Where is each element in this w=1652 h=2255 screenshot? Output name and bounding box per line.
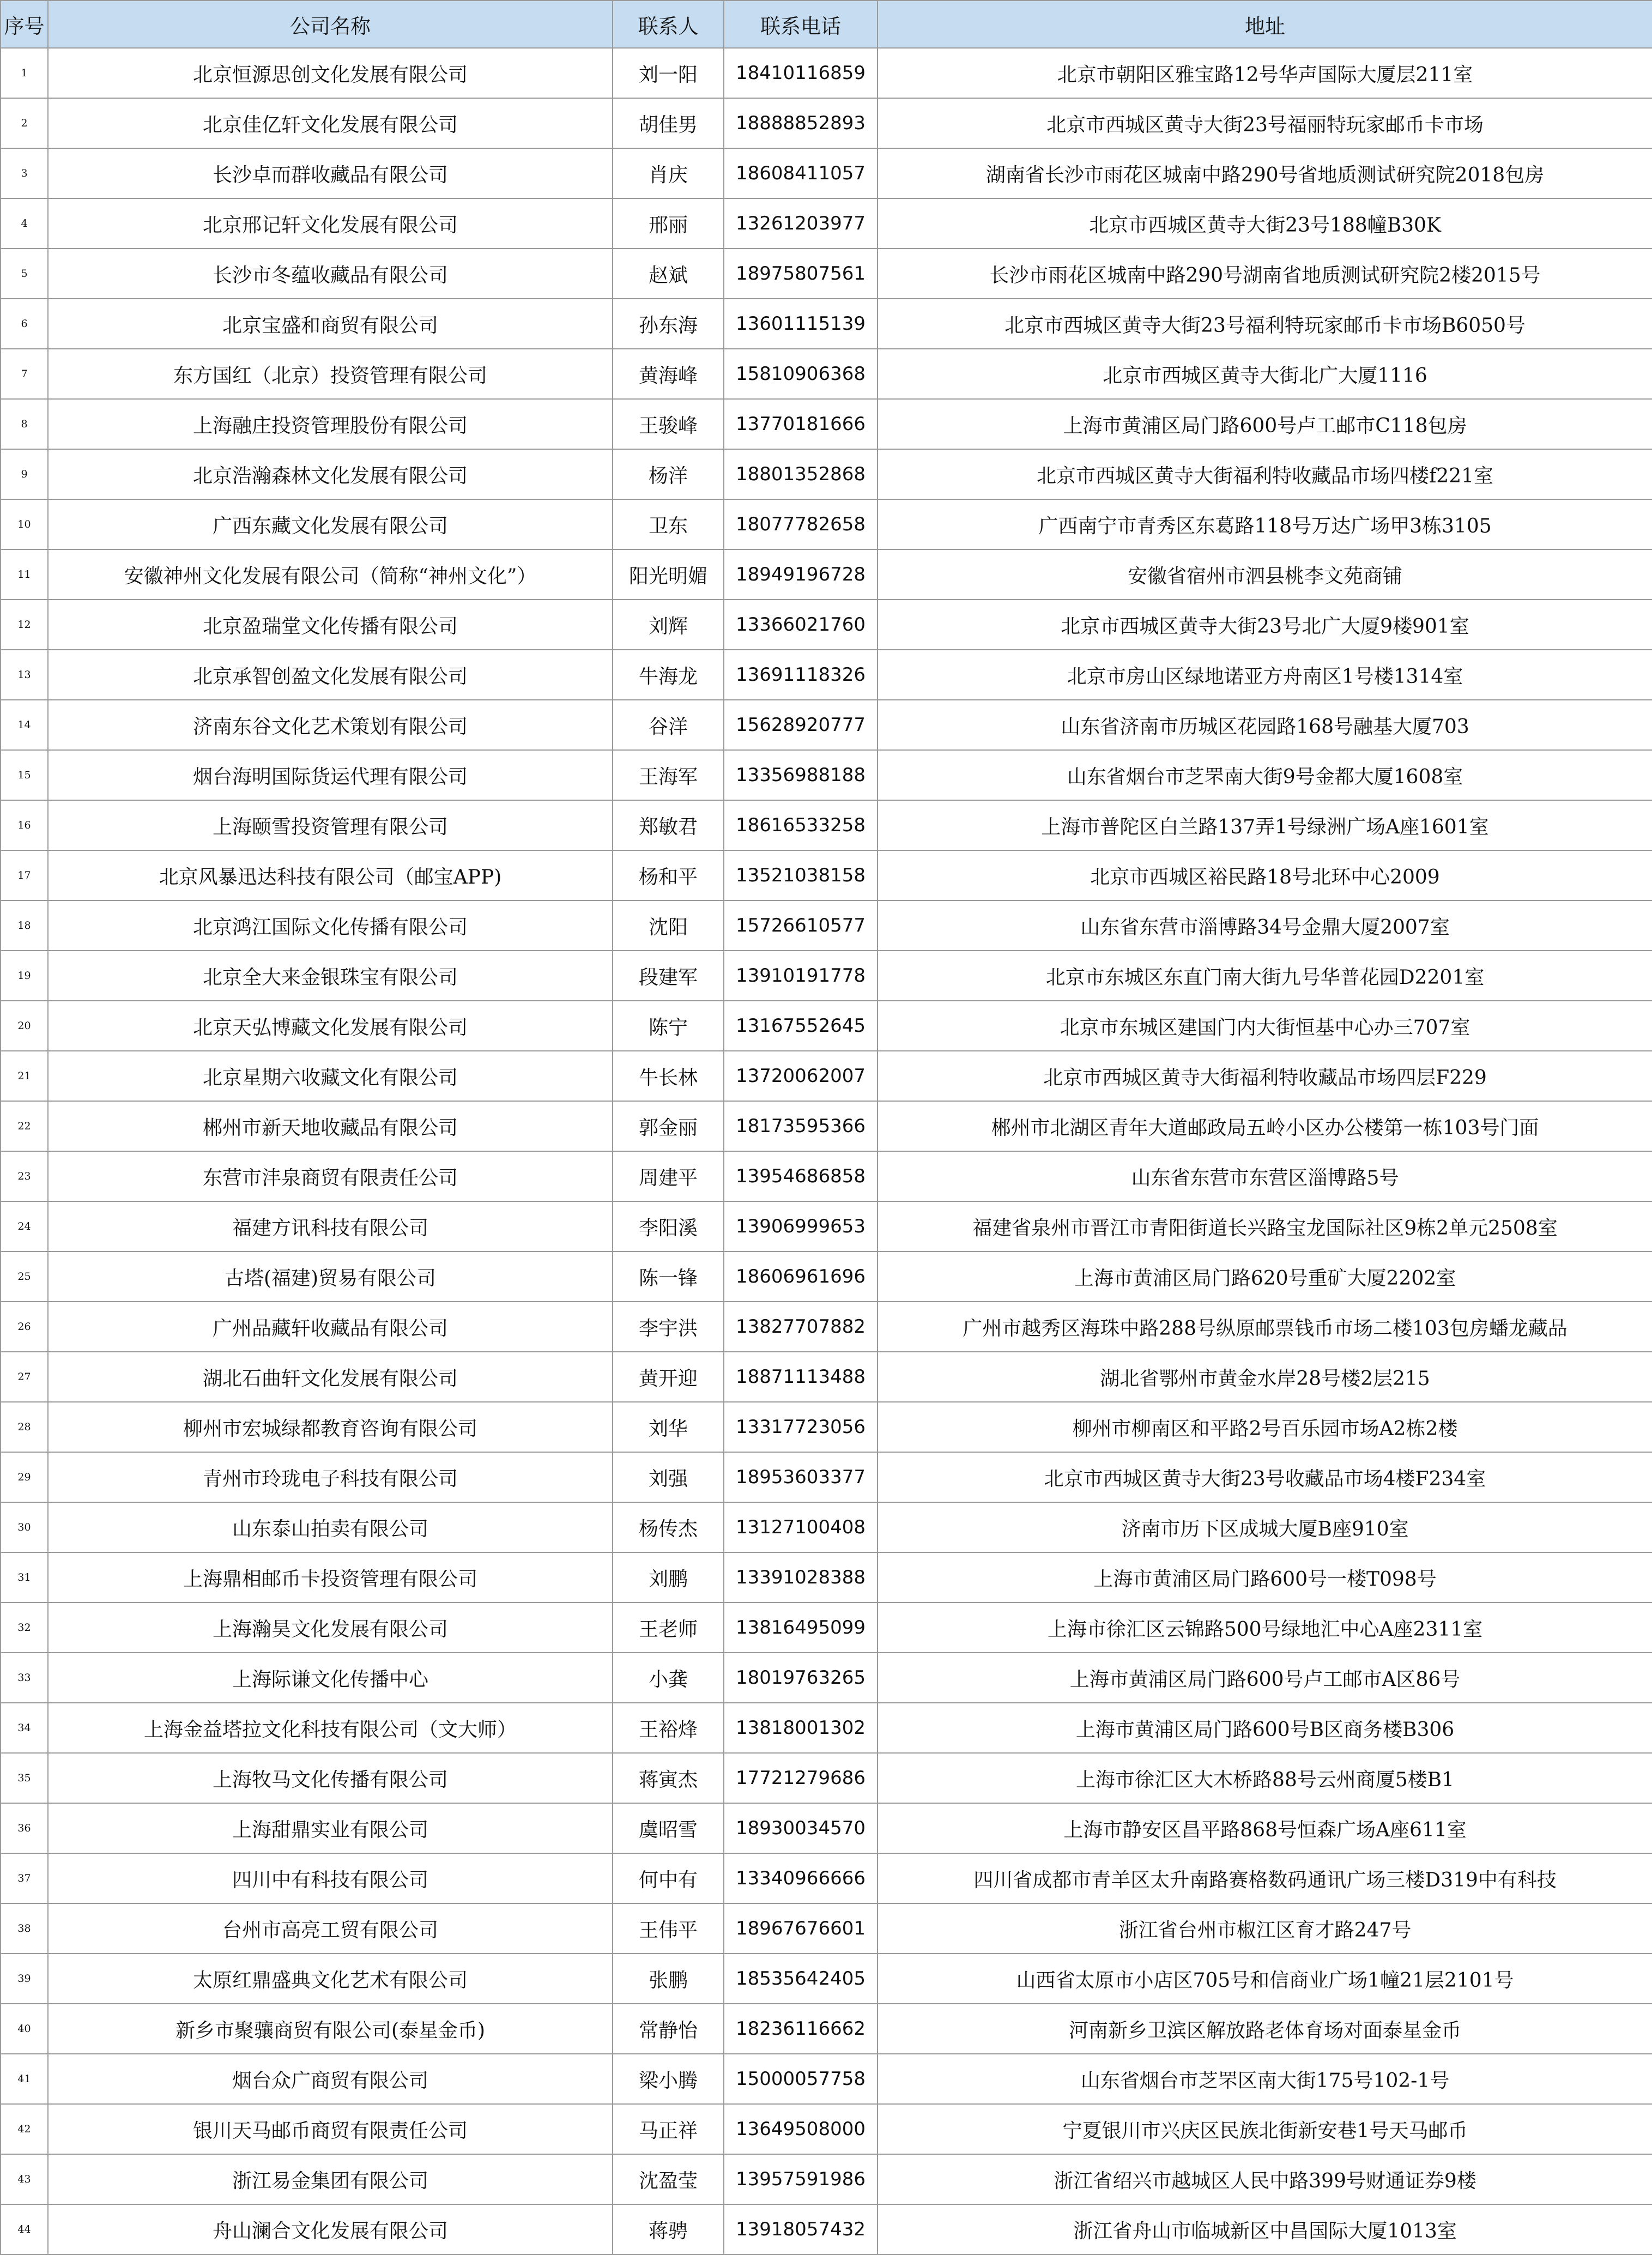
cell-phone: 18888852893 — [724, 98, 878, 148]
cell-no: 43 — [1, 2154, 48, 2204]
cell-no: 4 — [1, 198, 48, 249]
cell-company: 山东泰山拍卖有限公司 — [48, 1502, 613, 1552]
cell-company: 广西东藏文化发展有限公司 — [48, 499, 613, 549]
cell-company: 北京宝盛和商贸有限公司 — [48, 299, 613, 349]
cell-company: 四川中有科技有限公司 — [48, 1853, 613, 1903]
cell-no: 29 — [1, 1452, 48, 1502]
cell-company: 北京鸿江国际文化传播有限公司 — [48, 900, 613, 951]
cell-address: 山西省太原市小店区705号和信商业广场1幢21层2101号 — [878, 1954, 1652, 2004]
cell-no: 10 — [1, 499, 48, 549]
cell-contact: 赵斌 — [613, 249, 724, 299]
cell-address: 柳州市柳南区和平路2号百乐园市场A2栋2楼 — [878, 1402, 1652, 1452]
cell-contact: 陈宁 — [613, 1001, 724, 1051]
cell-company: 上海瀚昊文化发展有限公司 — [48, 1603, 613, 1653]
cell-contact: 黄海峰 — [613, 349, 724, 399]
cell-address: 北京市西城区黄寺大街23号188幢B30K — [878, 198, 1652, 249]
cell-no: 25 — [1, 1252, 48, 1302]
cell-company: 北京佳亿轩文化发展有限公司 — [48, 98, 613, 148]
cell-phone: 13521038158 — [724, 850, 878, 900]
cell-phone: 18871113488 — [724, 1352, 878, 1402]
cell-contact: 黄开迎 — [613, 1352, 724, 1402]
header-no: 序号 — [1, 1, 48, 48]
table-row — [1, 1302, 1652, 1352]
table-row — [1, 1552, 1652, 1603]
cell-contact: 梁小腾 — [613, 2054, 724, 2104]
cell-phone: 13770181666 — [724, 399, 878, 449]
cell-address: 宁夏银川市兴庆区民族北街新安巷1号天马邮币 — [878, 2104, 1652, 2154]
cell-phone: 13957591986 — [724, 2154, 878, 2204]
cell-address: 北京市东城区建国门内大街恒基中心办三707室 — [878, 1001, 1652, 1051]
cell-no: 14 — [1, 700, 48, 750]
cell-address: 湖北省鄂州市黄金水岸28号楼2层215 — [878, 1352, 1652, 1402]
cell-company: 北京风暴迅达科技有限公司（邮宝APP) — [48, 850, 613, 900]
cell-contact: 沈阳 — [613, 900, 724, 951]
cell-contact: 卫东 — [613, 499, 724, 549]
cell-phone: 18606961696 — [724, 1252, 878, 1302]
cell-no: 20 — [1, 1001, 48, 1051]
cell-company: 东方国红（北京）投资管理有限公司 — [48, 349, 613, 399]
table-row — [1, 2054, 1652, 2104]
cell-company: 广州品藏轩收藏品有限公司 — [48, 1302, 613, 1352]
cell-contact: 邢丽 — [613, 198, 724, 249]
table-row — [1, 1502, 1652, 1552]
table-row — [1, 1903, 1652, 1954]
cell-contact: 牛海龙 — [613, 650, 724, 700]
cell-no: 34 — [1, 1703, 48, 1753]
cell-phone: 18967676601 — [724, 1903, 878, 1954]
header-company: 公司名称 — [48, 1, 613, 48]
cell-phone: 18535642405 — [724, 1954, 878, 2004]
cell-phone: 15726610577 — [724, 900, 878, 951]
cell-company: 上海融庄投资管理股份有限公司 — [48, 399, 613, 449]
table-row — [1, 650, 1652, 700]
cell-contact: 王裕烽 — [613, 1703, 724, 1753]
cell-no: 7 — [1, 349, 48, 399]
cell-company: 安徽神州文化发展有限公司（简称“神州文化”） — [48, 549, 613, 600]
cell-address: 上海市黄浦区局门路600号卢工邮市C118包房 — [878, 399, 1652, 449]
cell-no: 31 — [1, 1552, 48, 1603]
cell-company: 东营市沣泉商贸有限责任公司 — [48, 1151, 613, 1201]
table-row — [1, 1853, 1652, 1903]
cell-address: 北京市西城区黄寺大街福利特收藏品市场四层F229 — [878, 1051, 1652, 1101]
table-row — [1, 1954, 1652, 2004]
cell-no: 5 — [1, 249, 48, 299]
cell-contact: 蒋寅杰 — [613, 1753, 724, 1803]
cell-contact: 郭金丽 — [613, 1101, 724, 1151]
cell-company: 北京星期六收藏文化有限公司 — [48, 1051, 613, 1101]
cell-company: 长沙卓而群收藏品有限公司 — [48, 148, 613, 198]
cell-address: 上海市徐汇区云锦路500号绿地汇中心A座2311室 — [878, 1603, 1652, 1653]
cell-no: 19 — [1, 951, 48, 1001]
cell-contact: 沈盈莹 — [613, 2154, 724, 2204]
cell-no: 33 — [1, 1653, 48, 1703]
cell-no: 21 — [1, 1051, 48, 1101]
cell-no: 1 — [1, 48, 48, 98]
cell-no: 23 — [1, 1151, 48, 1201]
cell-company: 北京盈瑞堂文化传播有限公司 — [48, 600, 613, 650]
cell-contact: 何中有 — [613, 1853, 724, 1903]
cell-contact: 牛长林 — [613, 1051, 724, 1101]
cell-address: 浙江省台州市椒江区育才路247号 — [878, 1903, 1652, 1954]
cell-phone: 15628920777 — [724, 700, 878, 750]
cell-company: 新乡市聚骧商贸有限公司(泰星金币) — [48, 2004, 613, 2054]
cell-company: 上海颐雪投资管理有限公司 — [48, 800, 613, 850]
cell-address: 上海市静安区昌平路868号恒森广场A座611室 — [878, 1803, 1652, 1853]
cell-phone: 13601115139 — [724, 299, 878, 349]
table-row — [1, 1703, 1652, 1753]
cell-phone: 13317723056 — [724, 1402, 878, 1452]
table-row — [1, 399, 1652, 449]
table-row — [1, 850, 1652, 900]
cell-company: 烟台众广商贸有限公司 — [48, 2054, 613, 2104]
cell-company: 舟山澜合文化发展有限公司 — [48, 2204, 613, 2254]
cell-contact: 郑敏君 — [613, 800, 724, 850]
cell-company: 古塔(福建)贸易有限公司 — [48, 1252, 613, 1302]
table-row — [1, 98, 1652, 148]
cell-phone: 18949196728 — [724, 549, 878, 600]
cell-no: 9 — [1, 449, 48, 499]
cell-address: 山东省烟台市芝罘南大街9号金都大厦1608室 — [878, 750, 1652, 800]
cell-contact: 王伟平 — [613, 1903, 724, 1954]
cell-company: 上海金益塔拉文化科技有限公司（文大师） — [48, 1703, 613, 1753]
cell-no: 12 — [1, 600, 48, 650]
cell-no: 22 — [1, 1101, 48, 1151]
cell-address: 浙江省舟山市临城新区中昌国际大厦1013室 — [878, 2204, 1652, 2254]
table-row — [1, 2004, 1652, 2054]
table-row — [1, 1252, 1652, 1302]
table-row — [1, 148, 1652, 198]
cell-company: 柳州市宏城绿都教育咨询有限公司 — [48, 1402, 613, 1452]
cell-address: 山东省济南市历城区花园路168号融基大厦703 — [878, 700, 1652, 750]
cell-company: 济南东谷文化艺术策划有限公司 — [48, 700, 613, 750]
cell-phone: 13366021760 — [724, 600, 878, 650]
cell-address: 福建省泉州市晋江市青阳街道长兴路宝龙国际社区9栋2单元2508室 — [878, 1201, 1652, 1252]
cell-phone: 15810906368 — [724, 349, 878, 399]
cell-no: 27 — [1, 1352, 48, 1402]
cell-address: 北京市西城区裕民路18号北环中心2009 — [878, 850, 1652, 900]
cell-address: 上海市黄浦区局门路600号B区商务楼B306 — [878, 1703, 1652, 1753]
cell-contact: 孙东海 — [613, 299, 724, 349]
cell-phone: 13910191778 — [724, 951, 878, 1001]
table-row — [1, 449, 1652, 499]
table-row — [1, 951, 1652, 1001]
cell-address: 上海市黄浦区局门路600号一楼T098号 — [878, 1552, 1652, 1603]
table-row — [1, 299, 1652, 349]
cell-contact: 杨和平 — [613, 850, 724, 900]
header-contact: 联系人 — [613, 1, 724, 48]
cell-address: 四川省成都市青羊区太升南路赛格数码通讯广场三楼D319中有科技 — [878, 1853, 1652, 1903]
cell-phone: 18236116662 — [724, 2004, 878, 2054]
cell-no: 11 — [1, 549, 48, 600]
cell-no: 8 — [1, 399, 48, 449]
table-row — [1, 1452, 1652, 1502]
cell-contact: 刘鹏 — [613, 1552, 724, 1603]
cell-phone: 18616533258 — [724, 800, 878, 850]
cell-no: 39 — [1, 1954, 48, 2004]
cell-company: 北京天弘博藏文化发展有限公司 — [48, 1001, 613, 1051]
cell-company: 上海甜鼎实业有限公司 — [48, 1803, 613, 1853]
cell-company: 北京全大来金银珠宝有限公司 — [48, 951, 613, 1001]
cell-company: 青州市玲珑电子科技有限公司 — [48, 1452, 613, 1502]
cell-phone: 17721279686 — [724, 1753, 878, 1803]
table-row — [1, 1101, 1652, 1151]
cell-no: 37 — [1, 1853, 48, 1903]
cell-no: 36 — [1, 1803, 48, 1853]
cell-contact: 刘华 — [613, 1402, 724, 1452]
table-row — [1, 900, 1652, 951]
cell-contact: 阳光明媚 — [613, 549, 724, 600]
cell-address: 山东省烟台市芝罘区南大街175号102-1号 — [878, 2054, 1652, 2104]
cell-phone: 13720062007 — [724, 1051, 878, 1101]
table-row — [1, 600, 1652, 650]
cell-no: 24 — [1, 1201, 48, 1252]
cell-company: 北京恒源思创文化发展有限公司 — [48, 48, 613, 98]
cell-no: 41 — [1, 2054, 48, 2104]
cell-address: 济南市历下区成城大厦B座910室 — [878, 1502, 1652, 1552]
header-phone: 联系电话 — [724, 1, 878, 48]
table-row — [1, 1051, 1652, 1101]
cell-phone: 13649508000 — [724, 2104, 878, 2154]
table-row — [1, 1352, 1652, 1402]
cell-company: 北京承智创盈文化发展有限公司 — [48, 650, 613, 700]
cell-address: 上海市普陀区白兰路137弄1号绿洲广场A座1601室 — [878, 800, 1652, 850]
cell-company: 烟台海明国际货运代理有限公司 — [48, 750, 613, 800]
cell-phone: 18975807561 — [724, 249, 878, 299]
cell-phone: 13261203977 — [724, 198, 878, 249]
cell-contact: 王老师 — [613, 1603, 724, 1653]
table-row — [1, 198, 1652, 249]
cell-address: 郴州市北湖区青年大道邮政局五岭小区办公楼第一栋103号门面 — [878, 1101, 1652, 1151]
cell-no: 3 — [1, 148, 48, 198]
cell-company: 北京邢记轩文化发展有限公司 — [48, 198, 613, 249]
cell-contact: 常静怡 — [613, 2004, 724, 2054]
table-row — [1, 499, 1652, 549]
table-row — [1, 700, 1652, 750]
cell-contact: 肖庆 — [613, 148, 724, 198]
header-row — [1, 1, 1652, 48]
cell-phone: 13340966666 — [724, 1853, 878, 1903]
cell-contact: 张鹏 — [613, 1954, 724, 2004]
table-row — [1, 1201, 1652, 1252]
cell-phone: 18077782658 — [724, 499, 878, 549]
cell-address: 长沙市雨花区城南中路290号湖南省地质测试研究院2楼2015号 — [878, 249, 1652, 299]
cell-address: 广州市越秀区海珠中路288号纵原邮票钱币市场二楼103包房蟠龙藏品 — [878, 1302, 1652, 1352]
table-row — [1, 1402, 1652, 1452]
cell-company: 上海鼎相邮币卡投资管理有限公司 — [48, 1552, 613, 1603]
cell-address: 广西南宁市青秀区东葛路118号万达广场甲3栋3105 — [878, 499, 1652, 549]
cell-no: 40 — [1, 2004, 48, 2054]
table-row — [1, 249, 1652, 299]
cell-contact: 胡佳男 — [613, 98, 724, 148]
cell-no: 28 — [1, 1402, 48, 1452]
cell-phone: 18019763265 — [724, 1653, 878, 1703]
cell-company: 银川天马邮币商贸有限责任公司 — [48, 2104, 613, 2154]
cell-contact: 王骏峰 — [613, 399, 724, 449]
cell-company: 福建方讯科技有限公司 — [48, 1201, 613, 1252]
cell-phone: 13906999653 — [724, 1201, 878, 1252]
cell-no: 2 — [1, 98, 48, 148]
cell-company: 郴州市新天地收藏品有限公司 — [48, 1101, 613, 1151]
cell-phone: 18953603377 — [724, 1452, 878, 1502]
cell-no: 17 — [1, 850, 48, 900]
cell-no: 15 — [1, 750, 48, 800]
cell-address: 北京市朝阳区雅宝路12号华声国际大厦层211室 — [878, 48, 1652, 98]
table-row — [1, 1753, 1652, 1803]
table-row — [1, 1803, 1652, 1853]
table-row — [1, 349, 1652, 399]
cell-phone: 13391028388 — [724, 1552, 878, 1603]
cell-no: 6 — [1, 299, 48, 349]
cell-address: 上海市黄浦区局门路600号卢工邮市A区86号 — [878, 1653, 1652, 1703]
table-row — [1, 2104, 1652, 2154]
cell-no: 42 — [1, 2104, 48, 2154]
table-row — [1, 1653, 1652, 1703]
table-row — [1, 800, 1652, 850]
cell-phone: 13918057432 — [724, 2204, 878, 2254]
cell-address: 北京市东城区东直门南大街九号华普花园D2201室 — [878, 951, 1652, 1001]
table-row — [1, 48, 1652, 98]
cell-no: 26 — [1, 1302, 48, 1352]
cell-no: 18 — [1, 900, 48, 951]
cell-address: 上海市黄浦区局门路620号重矿大厦2202室 — [878, 1252, 1652, 1302]
cell-address: 北京市西城区黄寺大街23号福利特玩家邮币卡市场B6050号 — [878, 299, 1652, 349]
header-address: 地址 — [878, 1, 1652, 48]
cell-company: 上海牧马文化传播有限公司 — [48, 1753, 613, 1803]
cell-phone: 13167552645 — [724, 1001, 878, 1051]
cell-contact: 李宇洪 — [613, 1302, 724, 1352]
cell-no: 35 — [1, 1753, 48, 1803]
cell-phone: 13818001302 — [724, 1703, 878, 1753]
cell-phone: 13827707882 — [724, 1302, 878, 1352]
cell-address: 河南新乡卫滨区解放路老体育场对面泰星金币 — [878, 2004, 1652, 2054]
cell-address: 山东省东营市淄博路34号金鼎大厦2007室 — [878, 900, 1652, 951]
cell-address: 北京市西城区黄寺大街23号北广大厦9楼901室 — [878, 600, 1652, 650]
cell-phone: 13356988188 — [724, 750, 878, 800]
cell-no: 13 — [1, 650, 48, 700]
cell-phone: 13691118326 — [724, 650, 878, 700]
cell-address: 北京市西城区黄寺大街福利特收藏品市场四楼f221室 — [878, 449, 1652, 499]
cell-contact: 小龚 — [613, 1653, 724, 1703]
cell-no: 38 — [1, 1903, 48, 1954]
cell-contact: 周建平 — [613, 1151, 724, 1201]
cell-no: 32 — [1, 1603, 48, 1653]
cell-contact: 刘辉 — [613, 600, 724, 650]
table-row — [1, 2204, 1652, 2254]
cell-address: 北京市西城区黄寺大街23号收藏品市场4楼F234室 — [878, 1452, 1652, 1502]
table-row — [1, 1001, 1652, 1051]
table-row — [1, 549, 1652, 600]
cell-address: 山东省东营市东营区淄博路5号 — [878, 1151, 1652, 1201]
cell-contact: 杨传杰 — [613, 1502, 724, 1552]
cell-contact: 马正祥 — [613, 2104, 724, 2154]
cell-contact: 刘强 — [613, 1452, 724, 1502]
cell-contact: 虞昭雪 — [613, 1803, 724, 1853]
cell-company: 北京浩瀚森林文化发展有限公司 — [48, 449, 613, 499]
cell-phone: 13816495099 — [724, 1603, 878, 1653]
table-row — [1, 2154, 1652, 2204]
cell-company: 上海际谦文化传播中心 — [48, 1653, 613, 1703]
cell-contact: 谷洋 — [613, 700, 724, 750]
cell-company: 湖北石曲轩文化发展有限公司 — [48, 1352, 613, 1402]
cell-address: 湖南省长沙市雨花区城南中路290号省地质测试研究院2018包房 — [878, 148, 1652, 198]
cell-phone: 18608411057 — [724, 148, 878, 198]
cell-phone: 18410116859 — [724, 48, 878, 98]
cell-no: 44 — [1, 2204, 48, 2254]
cell-contact: 段建军 — [613, 951, 724, 1001]
cell-no: 16 — [1, 800, 48, 850]
cell-phone: 18930034570 — [724, 1803, 878, 1853]
cell-company: 长沙市冬蕴收藏品有限公司 — [48, 249, 613, 299]
table-row — [1, 750, 1652, 800]
cell-contact: 王海军 — [613, 750, 724, 800]
cell-phone: 18801352868 — [724, 449, 878, 499]
cell-phone: 13127100408 — [724, 1502, 878, 1552]
cell-address: 北京市房山区绿地诺亚方舟南区1号楼1314室 — [878, 650, 1652, 700]
table-row — [1, 1151, 1652, 1201]
cell-contact: 李阳溪 — [613, 1201, 724, 1252]
cell-company: 浙江易金集团有限公司 — [48, 2154, 613, 2204]
cell-phone: 13954686858 — [724, 1151, 878, 1201]
cell-address: 上海市徐汇区大木桥路88号云州商厦5楼B1 — [878, 1753, 1652, 1803]
cell-company: 台州市高亮工贸有限公司 — [48, 1903, 613, 1954]
cell-contact: 刘一阳 — [613, 48, 724, 98]
cell-contact: 蒋骋 — [613, 2204, 724, 2254]
cell-contact: 杨洋 — [613, 449, 724, 499]
cell-contact: 陈一锋 — [613, 1252, 724, 1302]
cell-no: 30 — [1, 1502, 48, 1552]
cell-phone: 15000057758 — [724, 2054, 878, 2104]
cell-phone: 18173595366 — [724, 1101, 878, 1151]
cell-address: 安徽省宿州市泗县桃李文苑商铺 — [878, 549, 1652, 600]
table-row — [1, 1603, 1652, 1653]
cell-address: 浙江省绍兴市越城区人民中路399号财通证券9楼 — [878, 2154, 1652, 2204]
cell-address: 北京市西城区黄寺大街23号福丽特玩家邮币卡市场 — [878, 98, 1652, 148]
cell-company: 太原红鼎盛典文化艺术有限公司 — [48, 1954, 613, 2004]
cell-address: 北京市西城区黄寺大街北广大厦1116 — [878, 349, 1652, 399]
